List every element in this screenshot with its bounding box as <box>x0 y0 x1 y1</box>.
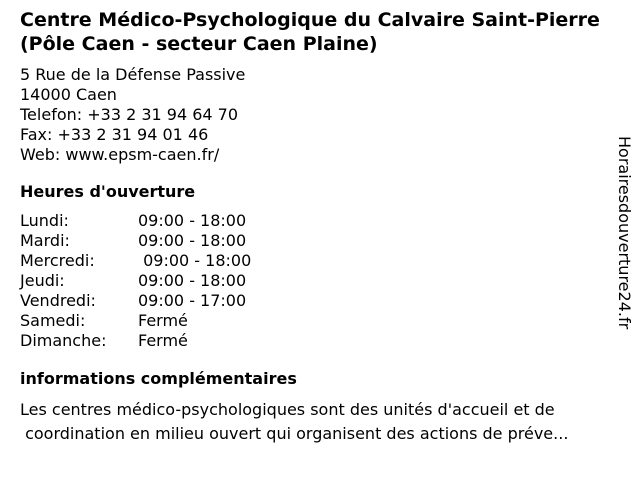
day-label: Dimanche: <box>20 331 107 350</box>
day-label: Samedi: <box>20 311 86 330</box>
hours-row-mercredi <box>20 251 610 271</box>
day-hours: 09:00 - 18:00 <box>138 251 252 270</box>
page-title: Centre Médico-Psychologique du Calvaire Saint-Pierre (Pôle Caen - secteur Caen Plaine) <box>20 9 600 55</box>
info-line-1: Les centres médico-psychologiques sont des unités d'accueil et de <box>20 400 555 419</box>
listing-card <box>20 8 610 446</box>
day-hours: 09:00 - 18:00 <box>138 231 247 250</box>
day-hours: Fermé <box>138 331 188 350</box>
day-hours: 09:00 - 17:00 <box>138 291 247 310</box>
hours-row-dimanche <box>20 331 610 351</box>
day-label: Jeudi: <box>20 271 65 290</box>
day-hours: 09:00 - 18:00 <box>138 271 247 290</box>
website-link[interactable]: Web: www.epsm-caen.fr/ <box>20 145 220 164</box>
hours-row-samedi <box>20 311 610 331</box>
hours-row-lundi <box>20 211 610 231</box>
day-hours: 09:00 - 18:00 <box>138 211 247 230</box>
hours-row-vendredi <box>20 291 610 311</box>
additional-info-text <box>20 398 620 446</box>
opening-hours-heading: Heures d'ouverture <box>20 182 196 201</box>
opening-hours-table <box>20 211 610 351</box>
day-label: Vendredi: <box>20 291 96 310</box>
day-label: Mardi: <box>20 231 70 250</box>
hours-row-jeudi <box>20 271 610 291</box>
day-label: Mercredi: <box>20 251 95 270</box>
phone-number: Telefon: +33 2 31 94 64 70 <box>20 105 239 124</box>
site-watermark-text: Horairesdouverture24.fr <box>615 136 634 330</box>
fax-number: Fax: +33 2 31 94 01 46 <box>20 125 209 144</box>
street-address: 5 Rue de la Défense Passive <box>20 65 246 84</box>
address-block <box>20 65 610 165</box>
info-line-2: coordination en milieu ouvert qui organisent des actions de préve... <box>20 424 569 443</box>
city-postcode: 14000 Caen <box>20 85 117 104</box>
day-hours: Fermé <box>138 311 188 330</box>
day-label: Lundi: <box>20 211 69 230</box>
hours-row-mardi <box>20 231 610 251</box>
additional-info-heading: informations complémentaires <box>20 369 297 388</box>
